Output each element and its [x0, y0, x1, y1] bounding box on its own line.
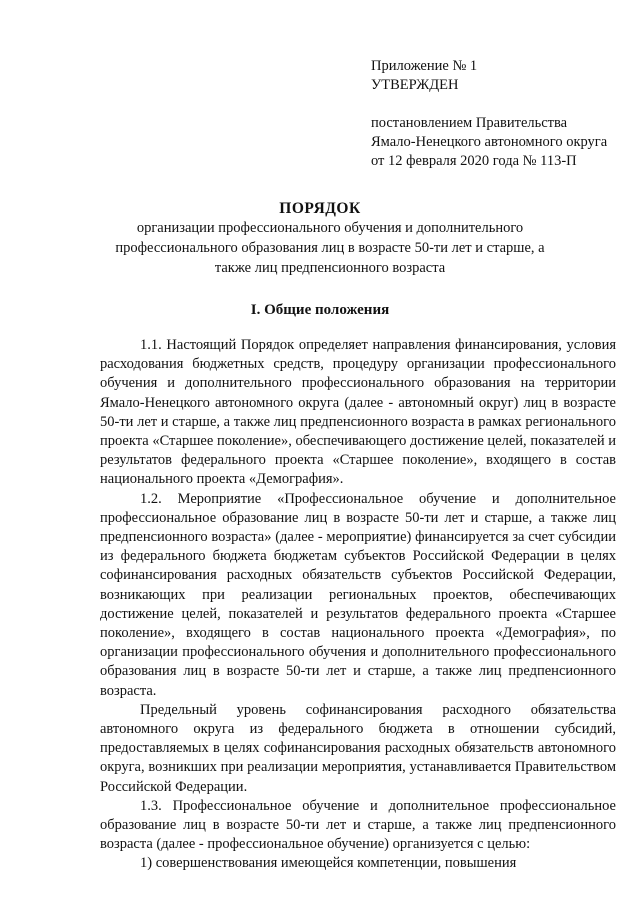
resolution-line: постановлением Правительства [371, 115, 568, 131]
paragraph: 1.2. Мероприятие «Профессиональное обучение и дополнительное профессиональное образование лиц в возрасте 50-ти лет и старше, а также лиц предпенсионного возраста» (далее - мероприятие) финансируется за счет субсидии из федерального бюджета бюджетам субъектов Российской Федерации в целях софинансирования расходных обязательств субъектов Российской Федерации, возникающих при реализации региональных проектов, обеспечивающих достижение целей, показателей и результатов федерального проекта «Старшее поколение», входящего в состав национального проекта «Демография», по организации профессионального обучения и дополнительного профессионального образования лиц в возрасте 50-ти лет и старше, а также лиц предпенсионного возраста. [100, 490, 616, 699]
resolution-line: Ямало-Ненецкого автономного округа [371, 134, 608, 150]
paragraph: Предельный уровень софинансирования расходного обязательства автономного округа из федерального бюджета в отношении субсидий, предоставляемых в целях софинансирования расходных обязательств автономного округа, возникших при реализации мероприятия, устанавливается Правительством Российской Федерации. [100, 701, 616, 795]
body-text [100, 336, 616, 874]
document-subtitle: организации профессионального обучения и дополнительного профессионального образования лиц в возрасте 50-ти лет и старше, а также лиц предпенсионного возраста [115, 220, 545, 276]
resolution-line: от 12 февраля 2020 года № 113-П [371, 153, 577, 169]
section-title: I. Общие положения [250, 302, 390, 318]
approved-label: УТВЕРЖДЕН [371, 77, 459, 93]
appendix-number: Приложение № 1 [371, 58, 478, 74]
paragraph: 1) совершенствования имеющейся компетенции, повышения [140, 855, 517, 872]
document-title: ПОРЯДОК [279, 200, 361, 217]
paragraph: 1.3. Профессиональное обучение и дополнительное профессиональное образование лиц в возрасте 50-ти лет и старше, а также лиц предпенсионного возраста (далее - профессиональное обучение) организуется с целью: [100, 797, 616, 853]
paragraph: 1.1. Настоящий Порядок определяет направления финансирования, условия расходования бюджетных средств, процедуру организации профессионального обучения и дополнительного профессионального образования на территории Ямало-Ненецкого автономного округа (далее - автономный округ) лиц в возрасте 50-ти лет и старше, а также лиц предпенсионного возраста в рамках регионального проекта «Старшее поколение», обеспечивающего достижение целей, показателей и результатов федерального проекта «Старшее поколение», входящего в состав национального проекта «Демография». [100, 337, 616, 488]
approval-block [371, 57, 607, 171]
